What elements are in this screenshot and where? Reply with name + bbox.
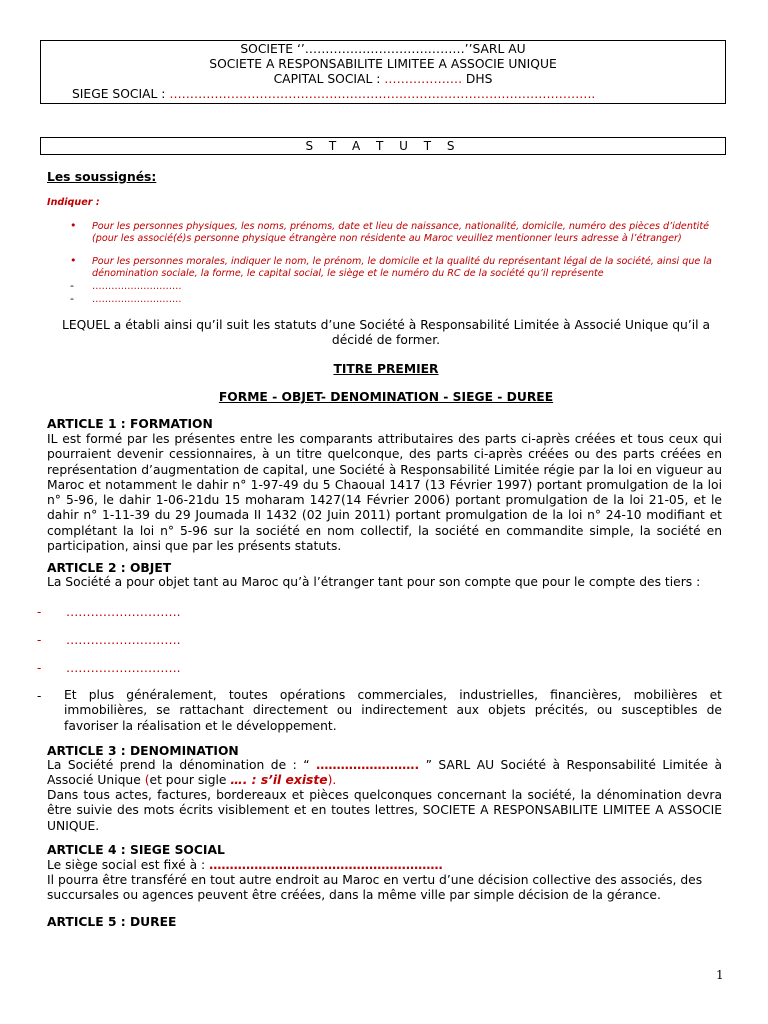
siege-dots: ………………………………………………………………………………………….. bbox=[169, 87, 596, 101]
lequel-paragraph: LEQUEL a établi ainsi qu’il suit les statuts d’une Société à Responsabilité Limitée à Associé Unique qu’il a décidé de former. bbox=[61, 318, 711, 348]
soussignes-heading: Les soussignés: bbox=[47, 170, 157, 184]
sigle-label: et pour sigle bbox=[149, 773, 231, 788]
bullet-morales: Pour les personnes morales, indiquer le nom, le prénom, le domicile et la qualité du représentant légal de la société, ainsi que la dénomination sociale, la forme, le capital social, le siège et le numéro du RC de la société qu’il représente bbox=[92, 256, 712, 279]
siege-fixe-label: Le siège social est fixé à : bbox=[47, 858, 210, 872]
article1-title: ARTICLE 1 : FORMATION bbox=[47, 417, 213, 431]
capital-unit: DHS bbox=[461, 72, 493, 86]
article4-p2: Il pourra être transféré en tout autre endroit au Maroc en vertu d’une décision collective des associés, des succursales ou agences peuvent être créées, dans la même ville par simple décision de la gérance. bbox=[47, 873, 703, 903]
statuts-title: S T A T U T S bbox=[40, 137, 726, 155]
dash-mark: - bbox=[37, 689, 42, 703]
sigle-paren-close: ). bbox=[327, 773, 337, 788]
objet-item-2: ………………………. bbox=[66, 633, 181, 647]
dash-mark: - bbox=[37, 633, 42, 647]
capital-label: CAPITAL SOCIAL : bbox=[273, 72, 385, 86]
dash-mark: - bbox=[37, 605, 42, 619]
siege-fixe-dots: ………………………………………………… bbox=[209, 858, 443, 872]
denomination-dots: ……………………. bbox=[316, 758, 420, 772]
forme-title: FORME - OBJET- DENOMINATION - SIEGE - DUREE bbox=[218, 390, 554, 404]
capital-dots: ………………. bbox=[384, 72, 462, 86]
page-number: 1 bbox=[716, 968, 724, 982]
header-capital-line bbox=[41, 72, 725, 87]
header-siege-line bbox=[41, 87, 725, 102]
titre-premier: TITRE PREMIER bbox=[333, 362, 439, 376]
dash-mark: - bbox=[37, 661, 42, 675]
soussigne-dots-2: ………………………. bbox=[92, 294, 182, 305]
article2-title: ARTICLE 2 : OBJET bbox=[47, 561, 172, 575]
bullet-mark: • bbox=[70, 219, 77, 232]
article2-text: La Société a pour objet tant au Maroc qu’à l’étranger tant pour son compte que pour le compte des tiers : bbox=[47, 575, 701, 589]
dash-mark: - bbox=[70, 279, 74, 292]
indiquer-label: Indiquer : bbox=[47, 197, 100, 208]
objet-item-3: ………………………. bbox=[66, 661, 181, 675]
article3-p1 bbox=[47, 758, 722, 789]
sigle-placeholder: …. : s’il existe bbox=[230, 773, 328, 788]
denomination-label: La Société prend la dénomination de : “ bbox=[47, 758, 317, 772]
sigle-paren-open: ( bbox=[144, 773, 150, 788]
article1-text: IL est formé par les présentes entre les comparants attributaires des parts ci-après créées et tous ceux qui pourraient devenir cessionnaires, à un titre quelconque, des parts ci-après créées ou des parts créées en représentation d’augmentation de capital, une Société à Responsabilité Limitée régie par la loi en vigueur au Maroc et notamment le dahir n° 1-97-49 du 5 Chaoual 1417 (13 Février 1997) portant promulgation de la loi n° 5-96, le dahir 1-06-21du 15 moharam 1427(14 Février 2006) portant promulgation de la loi 21-05, et le dahir n° 1-11-39 du 29 Joumada II 1432 (02 Juin 2011) portant promulgation de la loi n° 24-10 modifiant et complétant la loi n° 5-96 sur la société en nom collectif, la société en commandite simple, la société en participation, ainsi que par les présents statuts. bbox=[47, 432, 722, 554]
objet-item-general: Et plus généralement, toutes opérations commerciales, industrielles, financières, mobilières et immobilières, se rattachant directement ou indirectement aux objets précités, ou susceptibles de favoriser la réalisation et le développement. bbox=[64, 688, 722, 733]
article3-title: ARTICLE 3 : DENOMINATION bbox=[47, 744, 239, 758]
bullet-mark: • bbox=[70, 254, 77, 267]
article4-title: ARTICLE 4 : SIEGE SOCIAL bbox=[47, 843, 225, 857]
bullet-physiques: Pour les personnes physiques, les noms, prénoms, date et lieu de naissance, nationalité, domicile, numéro des pièces d’identité (pour les associé(é)s personne physique étrangère non résidente au Maroc veuillez mentionner leurs adresse à l’étranger) bbox=[92, 221, 709, 244]
article3-p2: Dans tous actes, factures, bordereaux et pièces quelconques concernant la société, la dénomination devra être suivie des mots écrits visiblement et en toutes lettres, SOCIETE A RESPONSABILITE LIMITEE A ASSOCIE UNIQUE. bbox=[47, 788, 722, 833]
header-company-form: SOCIETE A RESPONSABILITE LIMITEE A ASSOCIE UNIQUE bbox=[209, 57, 557, 71]
article4-p1 bbox=[47, 858, 732, 873]
company-header-box bbox=[40, 40, 726, 104]
header-company-line: SOCIETE ‘’…………………………………’’SARL AU bbox=[240, 42, 526, 56]
denomination-form: ” SARL AU Société à Responsabilité Limitée à Associé Unique bbox=[47, 758, 722, 788]
objet-item-1: ………………………. bbox=[66, 605, 181, 619]
soussigne-dots-1: ………………………. bbox=[92, 281, 182, 292]
siege-label: SIEGE SOCIAL : bbox=[72, 87, 170, 101]
dash-mark: - bbox=[70, 292, 74, 305]
article5-title: ARTICLE 5 : DUREE bbox=[47, 915, 177, 929]
